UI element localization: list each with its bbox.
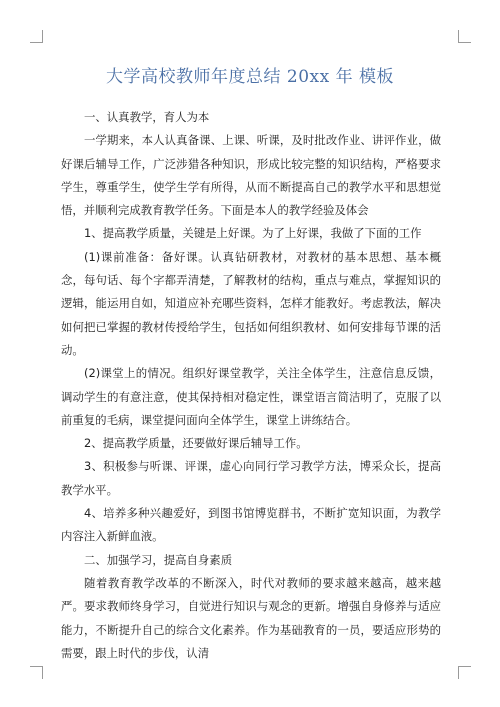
document-title: 大学高校教师年度总结 20xx 年 模板	[105, 67, 395, 87]
crop-mark-top-left	[30, 30, 43, 43]
sub-item: (2)课堂上的情况。组织好课堂教学，关注全体学生，注意信息反馈，调动学生的有意注意，使其保持相对稳定性，课堂语言简洁明了，克服了以前重复的毛病，课堂提问面向全体学生，课堂上讲练结合。	[61, 366, 441, 427]
body-paragraph: 随着教育教学改革的不断深入，时代对教师的要求越来越高，越来越严。要求教师终身学习，自觉进行知识与观念的更新。增强自身修养与适应能力，不断提升自己的综合文化素养。作为基础教育的一员，要适应形势的需要，跟上时代的步伐，认清	[61, 575, 441, 660]
crop-mark-top-right	[458, 30, 471, 43]
list-item: 4、培养多种兴趣爱好，到图书馆博览群书，不断扩宽知识面，为教学内容注入新鲜血液。	[61, 506, 441, 544]
crop-mark-bottom-left	[30, 666, 43, 679]
section-heading-1: 一、认真教学，育人为本	[84, 110, 210, 124]
list-item: 1、提高教学质量，关键是上好课。为了上好课，我做了下面的工作	[84, 226, 422, 241]
sub-item: (1)课前准备：备好课。认真钻研教材，对教材的基本思想、基本概念，每句话、每个字都弄清楚，了解教材的结构，重点与难点，掌握知识的逻辑，能运用自如，知道应补充哪些资料，怎样才能教好。考虑教法，解决如何把已掌握的教材传授给学生，包括如何组织教材、如何安排每节课的活动。	[61, 249, 441, 357]
crop-mark-bottom-right	[458, 666, 471, 679]
list-item: 3、积极参与听课、评课，虚心向同行学习教学方法，博采众长，提高教学水平。	[61, 459, 441, 497]
document-body	[61, 106, 441, 665]
body-paragraph: 一学期来，本人认真备课、上课、听课，及时批改作业、讲评作业，做好课后辅导工作，广泛涉猎各种知识，形成比较完整的知识结构，严格要求学生，尊重学生，使学生学有所得，从而不断提高自己的教学水平和思想觉悟，并顺利完成教育教学任务。下面是本人的教学经验及体会	[61, 133, 441, 218]
list-item: 2、提高教学质量，还要做好课后辅导工作。	[84, 436, 308, 451]
section-heading-2: 二、加强学习，提高自身素质	[84, 552, 233, 567]
